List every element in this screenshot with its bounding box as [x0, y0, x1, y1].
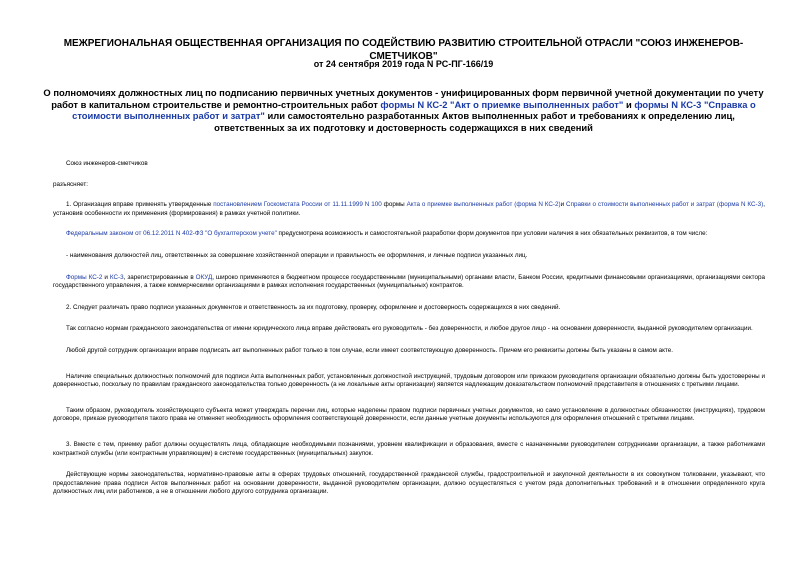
title-text-3: или самостоятельно разработанных Актов выполненных работ и требованиях к определению лиц, ответственных за их подготовку и достоверность содержащихся в них сведений: [214, 110, 735, 133]
forms-text-1: и: [102, 273, 110, 281]
paragraph-other-employee: Любой другой сотрудник организации вправе подписать акт выполненных работ только в том случае, если имеет соответствующую доверенность. Причем его реквизиты должны быть указаны в самом акте.: [66, 346, 673, 354]
paragraph-positions: - наименования должностей лиц, ответственных за совершение хозяйственной операции и правильность ее оформления, и личные подписи указанных лиц.: [66, 251, 528, 259]
federal-law-text: предусмотрена возможность и самостоятельной разработки форм документов при условии наличия в них обязательных реквизитов, в том числе:: [276, 230, 708, 238]
link-federal-law-402[interactable]: Федеральным законом от 06.12.2011 N 402-ФЗ "О бухгалтерском учете": [66, 230, 277, 238]
title-text-2: и: [623, 98, 635, 110]
paragraph-explains: разъясняет:: [53, 180, 88, 188]
link-form-ks2[interactable]: Формы КС-2: [66, 273, 103, 281]
p1-text-3: и: [560, 201, 567, 209]
link-okud[interactable]: ОКУД: [195, 273, 213, 281]
paragraph-3: 3. Вместе с тем, приемку работ должны осуществлять лица, обладающие необходимыми познаниями, уровнем квалификации и образования, вместе с назначенными руководителем сотрудниками организации, а также работниками контрактной службы (или контрактным управляющим) в системе государственных (муниципальных) закупок.: [53, 440, 765, 457]
paragraph-civil-law: Так согласно нормам гражданского законодательства от имени юридического лица вправе действовать его руководитель - без доверенности, и любое другое лицо - на основании доверенности, выданной руководителем организации.: [66, 325, 753, 333]
paragraph-thus: Таким образом, руководитель хозяйствующего субъекта может утверждать перечни лиц, которые наделены правом подписи первичных учетных документов, но само установление в должностных обязанностях (инструкциях), трудовом договоре, приказе руководителя такого права не отменяет необходимость оформления соответствующей доверенности, если данные учетные документы используются для оформления отношений с третьими лицами.: [53, 406, 765, 423]
forms-text-3: , широко применяются в бюджетном процессе государственными (муниципальными) органами власти, Банком России, кредитными финансовыми организациями, организациями сектора государственного управления, а также коммерческими организациями в рамках исполнения государственных (муниципальных) контрактов.: [53, 273, 765, 290]
p1-text-4: , установив особенности их применения (формирования) в рамках учетной политики.: [53, 201, 765, 217]
p1-text-2: формы: [381, 201, 407, 209]
link-ks2-act[interactable]: Акта о приемке выполненных работ (форма N КС-2): [406, 201, 561, 209]
title-link-ks2[interactable]: формы N КС-2 "Акт о приемке выполненных работ": [380, 98, 624, 110]
link-form-ks3[interactable]: КС-3: [109, 273, 124, 281]
paragraph-current-norms: Действующие нормы законодательства, нормативно-правовые акты в сферах трудовых отношений, государственной гражданской службы, градостроительной и закупочной деятельности в их совокупном толковании, указывают, что предоставление права подписи Актов выполненных работ на основании доверенности, выданной руководителем организации, должно осуществляться с учетом ряда дополнительных требований и в отношении определенного круга должностных лиц или работников, а не в отношении любого другого сотрудника организации.: [53, 471, 765, 496]
organization-name: МЕЖРЕГИОНАЛЬНАЯ ОБЩЕСТВЕННАЯ ОРГАНИЗАЦИЯ ПО СОДЕЙСТВИЮ РАЗВИТИЮ СТРОИТЕЛЬНОЙ ОТРАСЛИ "СОЮЗ ИНЖЕНЕРОВ-СМЕТЧИКОВ": [63, 38, 744, 62]
paragraph-union: Союз инженеров-сметчиков: [66, 160, 148, 167]
document-title: [40, 87, 767, 133]
title-link-ks3[interactable]: формы N КС-3 "Справка о стоимости выполненных работ и затрат": [72, 98, 756, 121]
title-text-1: О полномочиях должностных лиц по подписанию первичных учетных документов - унифицированных форм первичной учетной документации по учету работ в капитальном строительстве и ремонтно-строительных работ: [43, 87, 764, 110]
paragraph-1: [53, 201, 765, 218]
link-goskomstat-resolution[interactable]: постановлением Госкомстата России от 11.11.1999 N 100: [213, 201, 382, 209]
paragraph-federal-law: [53, 230, 765, 239]
document-body: [53, 160, 765, 497]
forms-text-2: , зарегистрированные в: [123, 273, 196, 281]
p1-text-1: 1. Организация вправе применять утвержденные: [66, 201, 214, 209]
paragraph-forms: [53, 274, 765, 291]
paragraph-special-powers: Наличие специальных должностных полномочий для подписи Акта выполненных работ, установленных должностной инструкцией, трудовым договором или приказом руководителя организации обязательно должны быть удостоверены и доверенностью, поскольку по правилам гражданского законодательства только доверенность (а не локальные акты организации) является надлежащим доказательством полномочий представителя в отношениях с третьими лицами.: [53, 372, 765, 389]
link-ks3-certificate[interactable]: Справки о стоимости выполненных работ и затрат (форма N КС-3): [566, 201, 764, 209]
paragraph-2: 2. Следует различать право подписи указанных документов и ответственность за их подготовку, проверку, оформление и достоверность содержащихся в них сведений.: [66, 303, 561, 311]
document-date: от 24 сентября 2019 года N РС-ПГ-166/19: [313, 59, 494, 69]
